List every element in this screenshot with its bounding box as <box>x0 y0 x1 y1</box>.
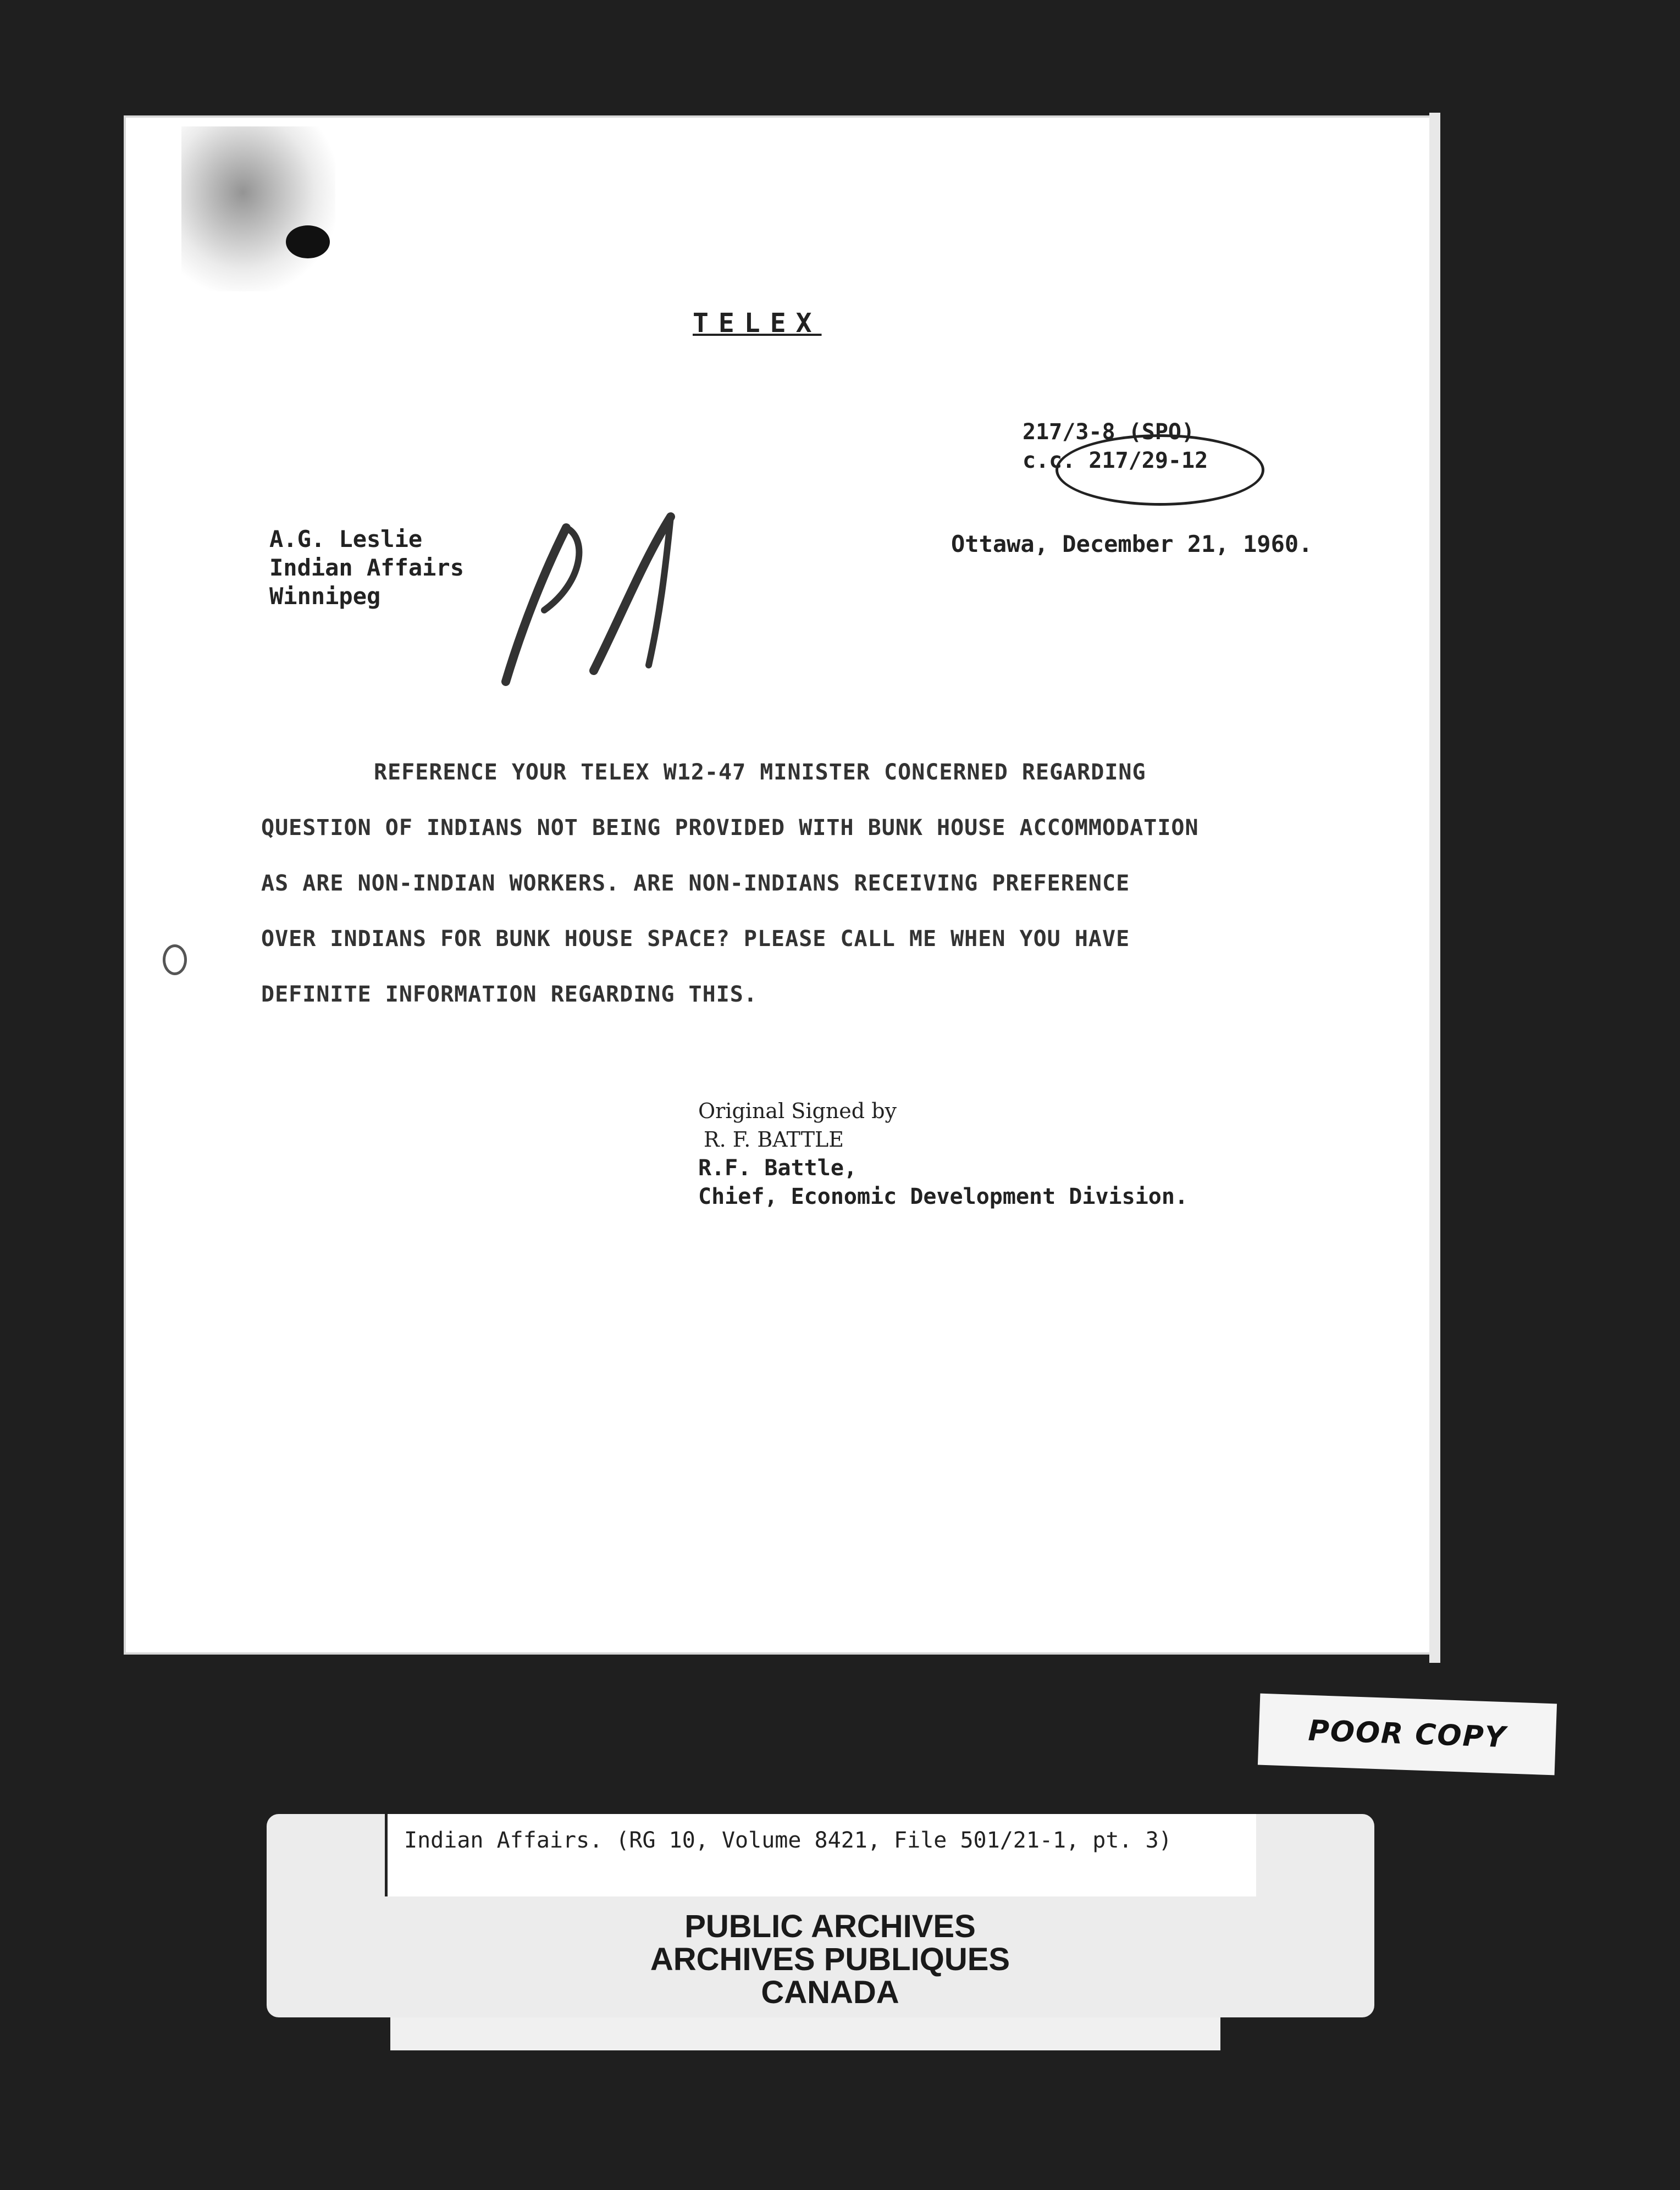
signed-by-stamp: Original Signed by <box>698 1099 897 1123</box>
addressee-org: Indian Affairs <box>269 554 465 581</box>
typed-name: R.F. Battle, <box>698 1155 857 1181</box>
archives-title <box>541 1910 1119 2009</box>
typed-title: Chief, Economic Development Division. <box>698 1184 1189 1209</box>
body-line: QUESTION OF INDIANS NOT BEING PROVIDED WITH BUNK HOUSE ACCOMMODATION <box>261 815 1199 840</box>
handwritten-initials-pa <box>484 506 737 693</box>
poor-copy-label: POOR COPY <box>1258 1694 1557 1776</box>
archives-title-en: PUBLIC ARCHIVES <box>684 1909 976 1944</box>
page-edge <box>1429 113 1440 1663</box>
handwritten-circle <box>1055 434 1264 506</box>
citation-strip <box>385 1814 1256 1896</box>
telex-body <box>261 745 1251 1022</box>
body-line: DEFINITE INFORMATION REGARDING THIS. <box>261 982 758 1007</box>
lower-strip <box>390 2017 1220 2050</box>
cc-reference: c.c. 217/29-12 <box>1023 448 1208 473</box>
punch-hole-mark <box>163 944 187 975</box>
date-line: Ottawa, December 21, 1960. <box>951 530 1313 557</box>
body-line: OVER INDIANS FOR BUNK HOUSE SPACE? PLEASE CALL ME WHEN YOU HAVE <box>261 926 1130 952</box>
document-title: TELEX <box>693 308 822 339</box>
archives-title-country: CANADA <box>761 1975 899 2010</box>
ink-smudge <box>181 126 335 291</box>
ink-blot <box>286 225 330 258</box>
file-reference: 217/3-8 (SPO) <box>1023 419 1195 445</box>
addressee-city: Winnipeg <box>269 583 381 610</box>
body-line: REFERENCE YOUR TELEX W12-47 MINISTER CONCERNED REGARDING <box>374 760 1146 785</box>
signature-block <box>698 1097 1188 1211</box>
addressee-name: A.G. Leslie <box>269 526 423 552</box>
addressee-block <box>269 525 464 611</box>
archives-title-fr: ARCHIVES PUBLIQUES <box>650 1942 1010 1977</box>
archive-citation: Indian Affairs. (RG 10, Volume 8421, File 501/21-1, pt. 3) <box>404 1828 1172 1853</box>
body-line: AS ARE NON-INDIAN WORKERS. ARE NON-INDIANS RECEIVING PREFERENCE <box>261 871 1130 896</box>
signed-by-name: R. F. BATTLE <box>704 1127 844 1152</box>
